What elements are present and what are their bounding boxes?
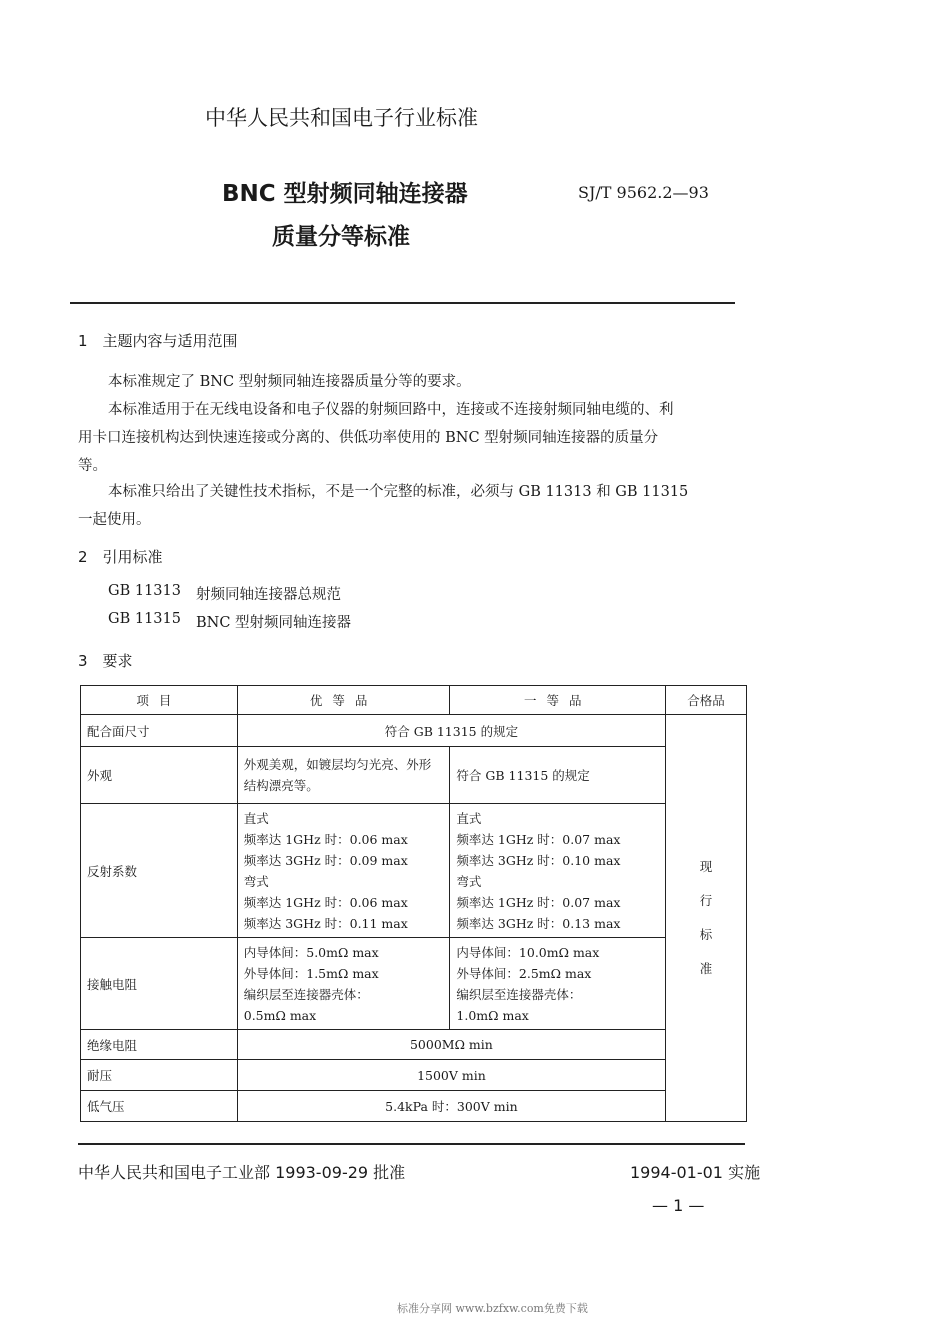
row-label: 接触电阻 [81, 938, 238, 1030]
qualified-cell: 现 行 标 准 [666, 715, 747, 1122]
row-value: 1500V min [237, 1060, 665, 1091]
appearance-superior: 外观美观，如镀层均匀光亮、外形 结构漂亮等。 [237, 747, 450, 804]
section-1-para-1: 本标准规定了 BNC 型射频同轴连接器质量分等的要求。 [108, 374, 471, 390]
table-row [81, 938, 747, 1030]
reference-code-2: GB 11315 [108, 611, 181, 627]
section-1-para-3-line-1: 本标准只给出了关键性技术指标，不是一个完整的标准，必须与 GB 11313 和 GB 11315 [108, 484, 689, 500]
standard-code: SJ/T 9562.2—93 [578, 183, 709, 202]
watermark-text: 标准分享网 www.bzfxw.com免费下载 [397, 1302, 588, 1315]
reflection-superior: 直式 频率达 1GHz 时：0.06 max 频率达 3GHz 时：0.09 max 弯式 频率达 1GHz 时：0.06 max 频率达 3GHz 时：0.11 max [237, 804, 450, 938]
row-label: 耐压 [81, 1060, 238, 1091]
row-value: 5.4kPa 时：300V min [237, 1091, 665, 1122]
table-row [81, 804, 747, 938]
section-3-heading: 3 要求 [78, 652, 133, 670]
table-row [81, 1030, 747, 1060]
header-rule [70, 302, 735, 304]
row-label: 外观 [81, 747, 238, 804]
contact-first-class: 内导体间：10.0mΩ max 外导体间：2.5mΩ max 编织层至连接器壳体： 1.0mΩ max [450, 938, 666, 1030]
section-2-heading: 2 引用标准 [78, 548, 163, 566]
header-first-class: 一等品 [450, 686, 666, 715]
row-label: 低气压 [81, 1091, 238, 1122]
table-row [81, 1091, 747, 1122]
contact-superior: 内导体间：5.0mΩ max 外导体间：1.5mΩ max 编织层至连接器壳体： 0.5mΩ max [237, 938, 450, 1030]
section-1-para-2-line-3: 等。 [78, 458, 107, 474]
reflection-first-class: 直式 频率达 1GHz 时：0.07 max 频率达 3GHz 时：0.10 max 弯式 频率达 1GHz 时：0.07 max 频率达 3GHz 时：0.13 max [450, 804, 666, 938]
table-header-row [81, 686, 747, 715]
row-label: 反射系数 [81, 804, 238, 938]
requirements-table [80, 685, 747, 1122]
header-superior: 优等品 [237, 686, 450, 715]
footer-rule [78, 1143, 745, 1145]
page-number: — 1 — [652, 1196, 705, 1215]
appearance-first-class: 符合 GB 11315 的规定 [450, 747, 666, 804]
effective-date: 1994-01-01 实施 [630, 1163, 761, 1182]
reference-code-1: GB 11313 [108, 583, 181, 599]
table-row [81, 1060, 747, 1091]
reference-title-1: 射频同轴连接器总规范 [196, 587, 341, 603]
row-label: 绝缘电阻 [81, 1030, 238, 1060]
table-row [81, 747, 747, 804]
table-row [81, 715, 747, 747]
section-1-para-3-line-2: 一起使用。 [78, 512, 151, 528]
header-qualified: 合格品 [666, 686, 747, 715]
header-item: 项目 [81, 686, 238, 715]
section-1-para-2-line-2: 用卡口连接机构达到快速连接或分离的、供低功率使用的 BNC 型射频同轴连接器的质量分 [78, 430, 659, 446]
row-value: 5000MΩ min [237, 1030, 665, 1060]
reference-title-2: BNC 型射频同轴连接器 [196, 615, 352, 631]
section-1-heading: 1 主题内容与适用范围 [78, 332, 238, 350]
issuing-organization: 中华人民共和国电子行业标准 [205, 106, 478, 130]
approval-statement: 中华人民共和国电子工业部 1993-09-29 批准 [78, 1163, 406, 1182]
title-line-2: 质量分等标准 [272, 224, 410, 250]
row-value: 符合 GB 11315 的规定 [237, 715, 665, 747]
title-line-1: BNC 型射频同轴连接器 [222, 181, 468, 207]
section-1-para-2-line-1: 本标准适用于在无线电设备和电子仪器的射频回路中，连接或不连接射频同轴电缆的、利 [108, 402, 674, 418]
row-label: 配合面尺寸 [81, 715, 238, 747]
